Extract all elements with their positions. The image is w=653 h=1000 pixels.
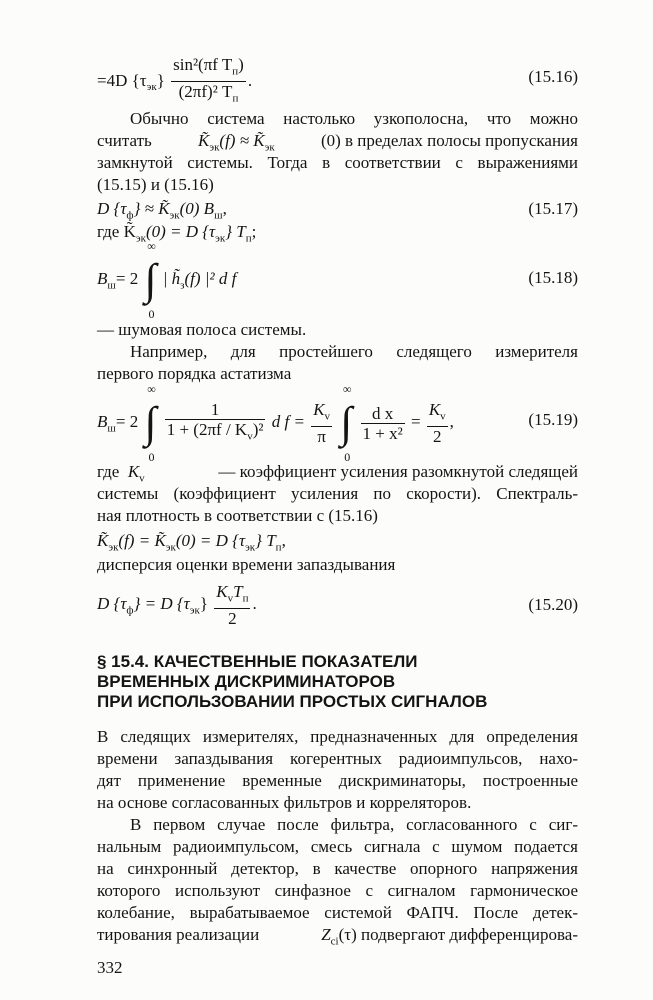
paragraph-line: нальным радиоимпульсом, смесь сигнала с шумом подается [97, 837, 578, 856]
paragraph-line: дят применение временные дискриминаторы, построенные [97, 771, 578, 790]
paragraph-line: на синхронный детектор, в качестве опорного напряжения [97, 859, 578, 878]
paragraph-line: считать $K̃_{эк}(f)$ ≈ $K̃_{эк}$ (0) в пределах полосы пропускания [97, 131, 578, 154]
paragraph-line: времени запаздывания когерентных радиоимпульсов, нахо- [97, 749, 578, 768]
paragraph-line: Например, для простейшего следящего измерителя [130, 342, 578, 361]
equation-number: (15.19) [528, 410, 578, 429]
fraction: $\frac{K_v}{2}$ [428, 400, 446, 447]
page-number: 332 [97, 958, 123, 977]
paragraph-line: — шумовая полоса системы. [97, 320, 307, 339]
integral-sign: ∞ ∫ 0 [144, 382, 157, 465]
fraction: $\frac{K_vT_п}{2}$ [216, 582, 249, 629]
paragraph-line: дисперсия оценки времени запаздывания [97, 555, 396, 574]
paragraph-line: первого порядка астатизма [97, 364, 292, 383]
fraction: $\frac{\text{d x}}{\text{1 + x²}}$ [362, 403, 403, 443]
paragraph-line: ная плотность в соответствии с (15.16) [97, 506, 378, 525]
equation-15-17: D $\{\tau_ф\}$ ≈ $K̃_{эк}(0)$ $B_ш$, [97, 199, 227, 222]
paragraph-line: В первом случае после фильтра, согласованного с сиг- [130, 815, 578, 834]
equation-spectral-density: $K̃_{эк}(f)$ = $K̃_{эк}(0) = D$ $\{\tau_{эк}\}$ $T_п$, [97, 531, 286, 554]
paragraph-line: колебание, вырабатываемое системой ФАПЧ. После детек- [97, 903, 578, 922]
paragraph-line: тирования реализации $Z_{ci}(\tau)$ подвергают дифференцирова- [97, 925, 578, 948]
equation-15-16: =4D $\{\tau_{эк}\}$ $\frac{\sin^2(\pi f T_п)}{(2\pi f)^2 T_п}$ . [97, 55, 252, 109]
paragraph-line: (15.15) и (15.16) [97, 175, 214, 194]
integral-sign: ∞ ∫ 0 [144, 239, 157, 321]
paragraph-line: замкнутой системы. Тогда в соответствии с выражениями [97, 153, 578, 172]
section-heading: ВРЕМЕННЫХ ДИСКРИМИНАТОРОВ [97, 672, 396, 691]
paragraph-line: которого используют синфазное с сигналом гармоническое [97, 881, 578, 900]
fraction: $\frac{\sin^2(\pi f T_п)}{(2\pi f)^2 T_п}$ [173, 55, 244, 105]
equation-15-18: $B_ш= 2$ ∞ ∫ 0 | $h̃_з(f)$ |² d f [97, 239, 237, 321]
paragraph-line: Обычно система настолько узкополосна, что можно [130, 109, 578, 128]
fraction: $\frac{1}{1 + (2\pi f / K_v)^2}$ [166, 400, 264, 443]
paragraph-line: В следящих измерителях, предназначенных для определения [97, 727, 578, 746]
equation-number: (15.18) [528, 268, 578, 287]
integral-sign: ∞ ∫ 0 [340, 382, 353, 465]
equation-number: (15.16) [528, 67, 578, 86]
fraction: $\frac{K_v}{\pi}$ [313, 400, 331, 447]
paragraph-line: системы (коэффициент усиления по скорости). Спектраль- [97, 484, 578, 503]
section-heading: ПРИ ИСПОЛЬЗОВАНИИ ПРОСТЫХ СИГНАЛОВ [97, 692, 488, 711]
equation-15-19: $B_ш= 2$ ∞ ∫ 0 $\frac{1}{1 + (2\pi f / K_v)^2}$ d f = $\frac{K_v}{\pi}$ ∞ ∫ 0 $\frac{\text{d x}}{\text{1 + x²}}$ = $\frac{K_v}{2}$ , [97, 382, 454, 465]
equation-number: (15.17) [528, 199, 578, 218]
paragraph-line: где $K_v$ — коэффициент усиления разомкнутой следящей [97, 462, 578, 485]
definition-line: где $K̃_{эк}(0) = D$ $\{\tau_{эк}\}$ $T_п$; [97, 222, 257, 245]
paragraph-line: на основе согласованных фильтров и корреляторов. [97, 793, 472, 812]
equation-15-20: D $\{\tau_ф\} = D$ $\{\tau_{эк}\}$ $\frac{K_vT_п}{2}$ . [97, 582, 257, 629]
section-heading: § 15.4. КАЧЕСТВЕННЫЕ ПОКАЗАТЕЛИ [97, 652, 418, 671]
equation-number: (15.20) [528, 595, 578, 614]
